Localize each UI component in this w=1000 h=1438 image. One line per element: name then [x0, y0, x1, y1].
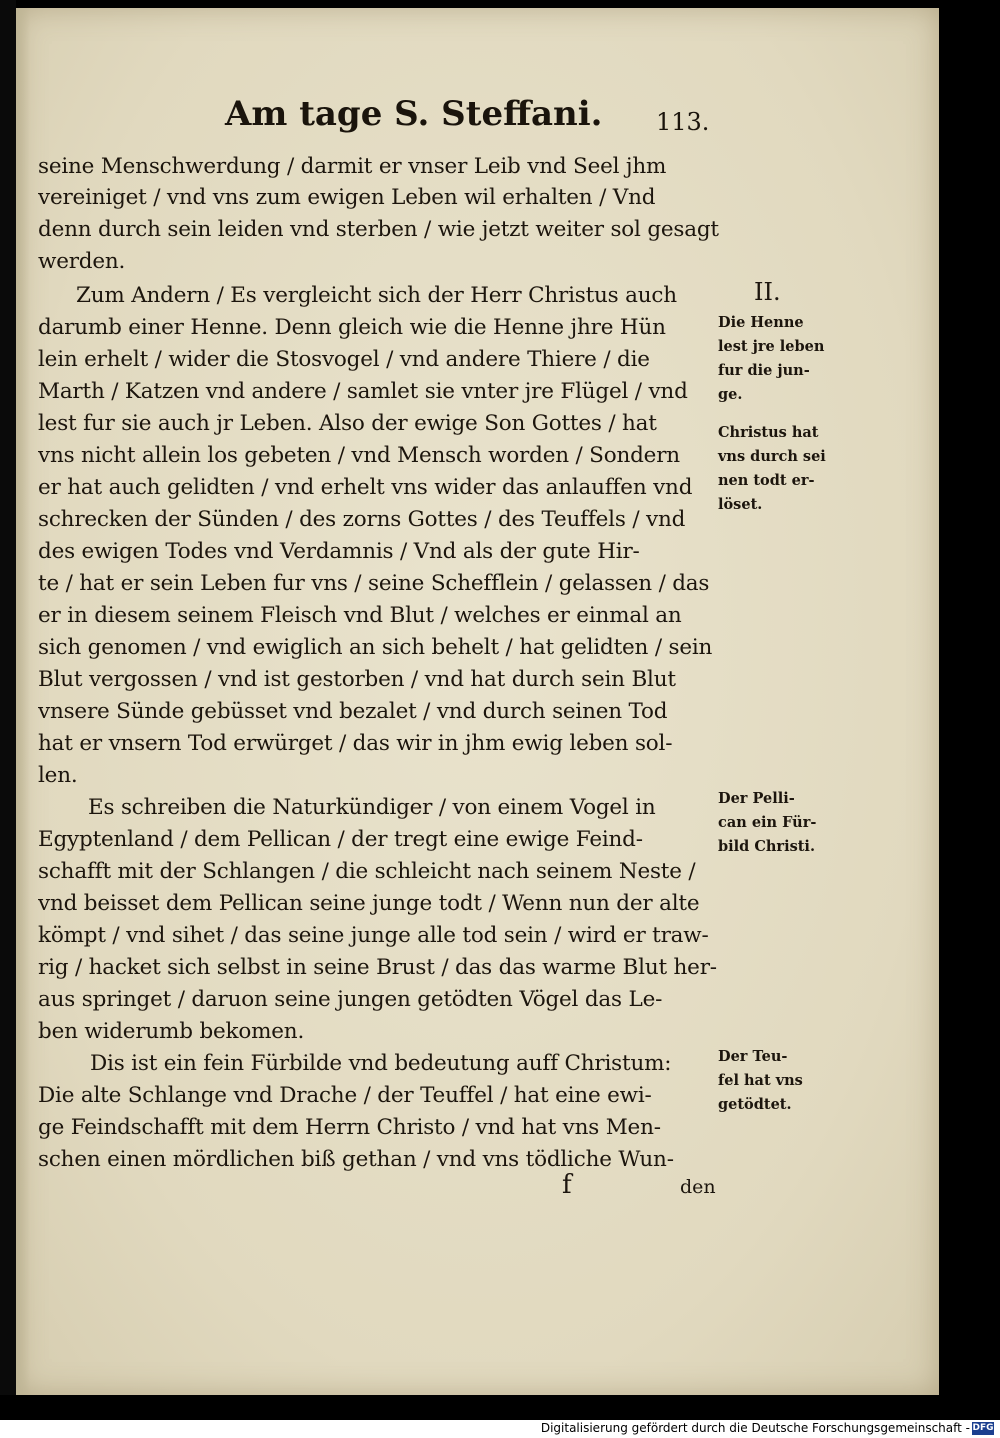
text-line: te / hat er sein Leben fur vns / seine Schefflein / gelassen / das — [38, 571, 710, 596]
text-line: denn durch sein leiden vnd sterben / wie jetzt weiter sol gesagt — [38, 217, 719, 242]
margin-note-line: Die Henne — [718, 314, 804, 331]
margin-note-line: fur die jun- — [718, 362, 810, 379]
margin-note-line: fel hat vns — [718, 1072, 803, 1089]
text-line: hat er vnsern Tod erwürget / das wir in jhm ewig leben sol- — [38, 731, 673, 756]
margin-note-line: ge. — [718, 386, 743, 403]
text-line: schafft mit der Schlangen / die schleicht nach seinem Neste / — [38, 859, 696, 884]
footer-credit — [541, 1421, 970, 1435]
running-title: Am tage S. Steffani. — [225, 94, 603, 134]
margin-note-line: lest jre leben — [718, 338, 825, 355]
text-line: ge Feindschafft mit dem Herrn Christo / vnd hat vns Men- — [38, 1115, 661, 1140]
dfg-logo: DFG — [972, 1423, 994, 1433]
margin-note-line: vns durch sei — [718, 448, 826, 465]
scan-border-left — [0, 0, 16, 1420]
text-line: werden. — [38, 249, 126, 274]
text-line: vnsere Sünde gebüsset vnd bezalet / vnd durch seinen Tod — [38, 699, 668, 724]
text-line: Marth / Katzen vnd andere / samlet sie vnter jre Flügel / vnd — [38, 379, 688, 404]
text-line: aus springet / daruon seine jungen getödten Vögel das Le- — [38, 987, 663, 1012]
text-line: ben widerumb bekomen. — [38, 1019, 305, 1044]
page-gutter-shadow — [16, 8, 30, 1395]
text-line: lest fur sie auch jr Leben. Also der ewige Son Gottes / hat — [38, 411, 657, 436]
text-line: Dis ist ein fein Fürbilde vnd bedeutung auff Christum: — [90, 1051, 672, 1076]
margin-note-line: bild Christi. — [718, 838, 815, 855]
scan-border-right — [938, 0, 1000, 1420]
margin-note-line: getödtet. — [718, 1096, 792, 1113]
text-line: rig / hacket sich selbst in seine Brust / das das warme Blut her- — [38, 955, 717, 980]
margin-note-line: can ein Für- — [718, 814, 817, 831]
text-line: er in diesem seinem Fleisch vnd Blut / welches er einmal an — [38, 603, 682, 628]
text-line: sich genomen / vnd ewiglich an sich behelt / hat gelidten / sein — [38, 635, 713, 660]
scan-border-bottom — [0, 1395, 1000, 1420]
margin-note-line: Der Pelli- — [718, 790, 795, 807]
text-line: lein erhelt / wider die Stosvogel / vnd andere Thiere / die — [38, 347, 650, 372]
text-line: vns nicht allein los gebeten / vnd Mensch worden / Sondern — [38, 443, 680, 468]
text-line: Zum Andern / Es vergleicht sich der Herr Christus auch — [76, 283, 677, 308]
text-line: schen einen mördlichen biß gethan / vnd vns tödliche Wun- — [38, 1147, 674, 1172]
margin-note-line: Der Teu- — [718, 1048, 788, 1065]
signature-mark: f — [562, 1170, 572, 1200]
text-line: schrecken der Sünden / des zorns Gottes / des Teuffels / vnd — [38, 507, 686, 532]
text-line: darumb einer Henne. Denn gleich wie die Henne jhre Hün — [38, 315, 666, 340]
footer-credit-text: Digitalisierung gefördert durch die Deutsche Forschungsgemeinschaft - — [540, 1421, 970, 1435]
text-line: Blut vergossen / vnd ist gestorben / vnd hat durch sein Blut — [38, 667, 676, 692]
margin-note-line: nen todt er- — [718, 472, 815, 489]
text-line: Es schreiben die Naturkündiger / von einem Vogel in — [88, 795, 656, 820]
text-line: len. — [38, 763, 78, 788]
text-line: seine Menschwerdung / darmit er vnser Leib vnd Seel jhm — [38, 154, 667, 179]
text-line: Egyptenland / dem Pellican / der tregt eine ewige Feind- — [38, 827, 643, 852]
margin-note-line: löset. — [718, 496, 763, 513]
text-line: Die alte Schlange vnd Drache / der Teuffel / hat eine ewi- — [38, 1083, 652, 1108]
text-line: vnd beisset dem Pellican seine junge todt / Wenn nun der alte — [38, 891, 700, 916]
margin-note-line: Christus hat — [718, 424, 819, 441]
text-line: kömpt / vnd sihet / das seine junge alle tod sein / wird er traw- — [38, 923, 709, 948]
text-line: er hat auch gelidten / vnd erhelt vns wider das anlauffen vnd — [38, 475, 693, 500]
text-line: vereiniget / vnd vns zum ewigen Leben wil erhalten / Vnd — [38, 185, 656, 210]
text-line: des ewigen Todes vnd Verdamnis / Vnd als der gute Hir- — [38, 539, 640, 564]
section-numeral: II. — [754, 278, 781, 306]
page-number: 113. — [656, 108, 710, 136]
catchword: den — [680, 1176, 716, 1198]
